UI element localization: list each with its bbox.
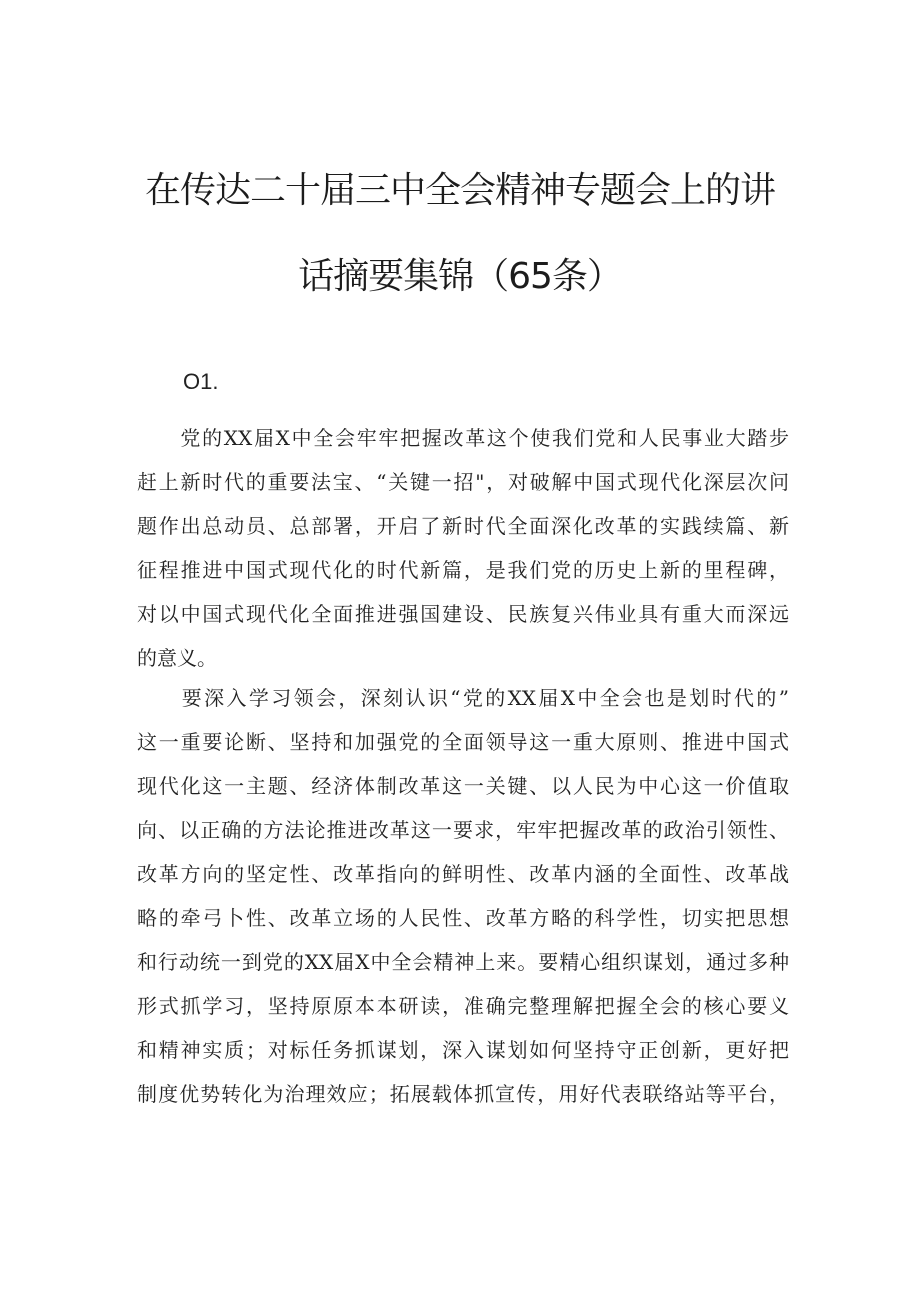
paragraph-line: 改革方向的坚定性、改革指向的鲜明性、改革内涵的全面性、改革战 <box>137 862 789 886</box>
paragraph-line: 现代化这一主题、经济体制改革这一关键、以人民为中心这一价值取 <box>137 774 789 798</box>
paragraph-line: 赶上新时代的重要法宝、“关键一招"，对破解中国式现代化深层次问 <box>137 470 789 494</box>
document-title-line-2: 话摘要集锦（65条） <box>298 256 622 297</box>
paragraph-line: 要深入学习领会，深刻认识“党的XX届X中全会也是划时代的” <box>137 686 789 710</box>
paragraph-line: 略的牵弓卜性、改革立场的人民性、改革方略的科学性，切实把思想 <box>137 906 789 930</box>
section-number: O1. <box>183 369 219 394</box>
paragraph-line: 形式抓学习，坚持原原本本研读，准确完整理解把握全会的核心要义 <box>137 994 789 1018</box>
paragraph-line: 这一重要论断、坚持和加强党的全面领导这一重大原则、推进中国式 <box>137 730 789 754</box>
document-title-line-1: 在传达二十届三中全会精神专题会上的讲 <box>144 170 775 211</box>
paragraph-line: 的意义。 <box>137 646 217 670</box>
paragraph-line: 题作出总动员、总部署，开启了新时代全面深化改革的实践续篇、新 <box>137 514 789 538</box>
paragraph-line: 和行动统一到党的XX届X中全会精神上来。要精心组织谋划，通过多种 <box>137 950 789 974</box>
paragraph-1 <box>137 416 789 680</box>
paragraph-line: 向、以正确的方法论推进改革这一要求，牢牢把握改革的政治引领性、 <box>137 818 789 842</box>
paragraph-2 <box>137 676 789 1116</box>
paragraph-line: 制度优势转化为治理效应；拓展载体抓宣传，用好代表联络站等平台， <box>137 1082 789 1106</box>
paragraph-line: 对以中国式现代化全面推进强国建设、民族复兴伟业具有重大而深远 <box>137 602 789 626</box>
paragraph-line: 党的XX届X中全会牢牢把握改革这个使我们党和人民事业大踏步 <box>137 426 789 450</box>
paragraph-line: 和精神实质；对标任务抓谋划，深入谋划如何坚持守正创新，更好把 <box>137 1038 789 1062</box>
paragraph-line: 征程推进中国式现代化的时代新篇，是我们党的历史上新的里程碑， <box>137 558 789 582</box>
